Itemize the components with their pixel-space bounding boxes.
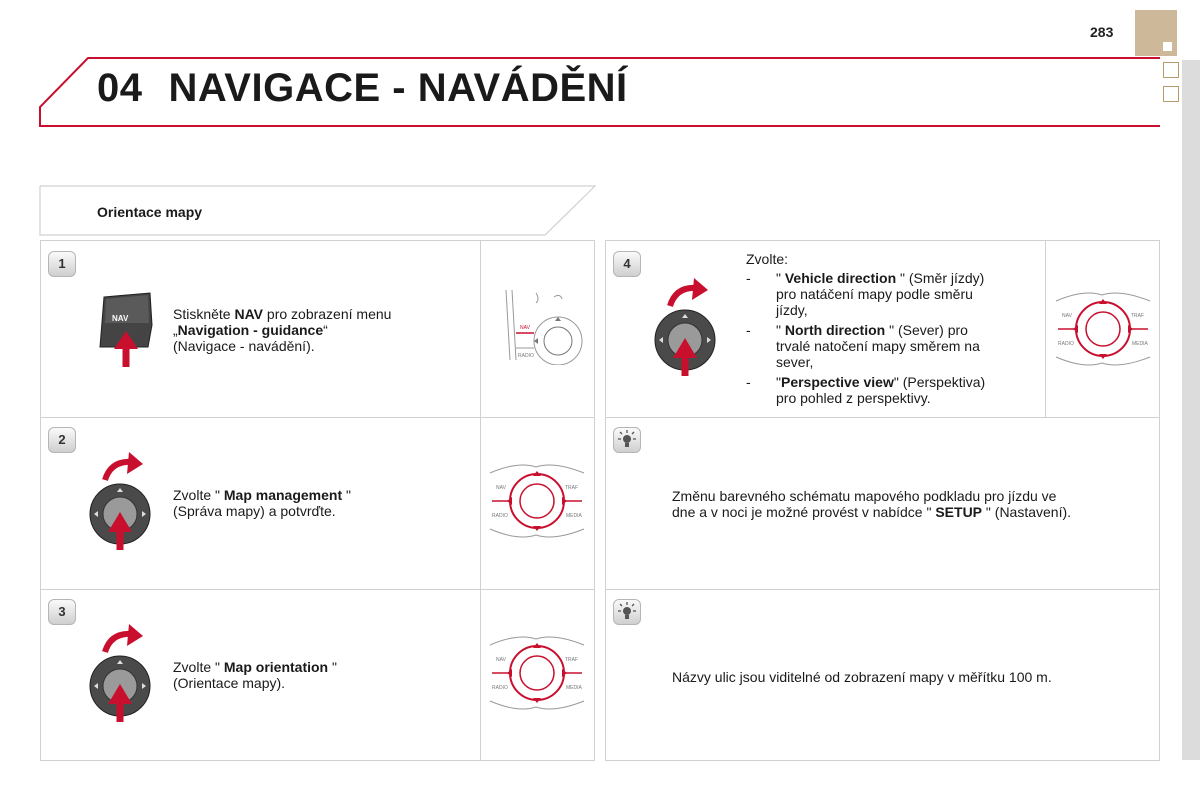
side-bar (1182, 60, 1200, 760)
nav-button-icon (92, 285, 162, 375)
svg-text:NAV: NAV (1062, 313, 1072, 319)
svg-text:MEDIA: MEDIA (566, 685, 582, 691)
svg-text:RADIO: RADIO (492, 685, 508, 691)
page-number: 283 (1090, 24, 1114, 40)
svg-text:NAV: NAV (520, 325, 530, 331)
svg-text:RADIO: RADIO (492, 513, 508, 519)
tip-badge (613, 599, 641, 625)
tip-lightbulb-icon (614, 428, 640, 452)
page-title (97, 66, 628, 111)
chapter-title: NAVIGACE - NAVÁDĚNÍ (168, 66, 628, 110)
rotary-dial-icon (650, 278, 730, 378)
step-badge: 4 (613, 251, 641, 277)
step-3-text: Zvolte " Map orientation " (Orientace mapy). (173, 659, 337, 691)
step-badge: 3 (48, 599, 76, 625)
control-panel-icon (496, 285, 586, 365)
svg-text:MEDIA: MEDIA (1132, 341, 1148, 347)
section-title: Orientace mapy (97, 204, 203, 220)
control-panel-icon (488, 635, 586, 711)
svg-text:NAV: NAV (496, 485, 506, 491)
option-north-direction: - " North direction " (Sever) pro trvalé natočení mapy směrem na sever, (746, 322, 980, 370)
step-1-text: Stiskněte NAV pro zobrazení menu „Navigation - guidance“ (Navigace - navádění). (173, 306, 392, 354)
step-badge: 1 (48, 251, 76, 277)
svg-text:RADIO: RADIO (518, 353, 534, 359)
svg-text:MEDIA: MEDIA (566, 513, 582, 519)
step-4-text (746, 251, 1041, 406)
section-title-frame (0, 180, 620, 240)
chapter-number: 04 (97, 66, 143, 110)
rotary-dial-icon (85, 452, 165, 552)
svg-text:NAV: NAV (496, 657, 506, 663)
tip-2-text: Názvy ulic jsou viditelné od zobrazení mapy v měřítku 100 m. (672, 669, 1052, 685)
step-badge: 2 (48, 427, 76, 453)
nav-button-label: NAV (112, 314, 129, 323)
step-4-intro: Zvolte: (746, 251, 789, 267)
option-perspective-view: - "Perspective view" (Perspektiva) pro pohled z perspektivy. (746, 374, 986, 406)
svg-text:RADIO: RADIO (1058, 341, 1074, 347)
tip-1-text: Změnu barevného schématu mapového podkladu pro jízdu ve dne a v noci je možné provést v nabídce " SETUP " (Nastavení). (672, 488, 1072, 520)
svg-text:TRAF: TRAF (565, 485, 579, 491)
svg-text:TRAF: TRAF (1131, 313, 1145, 319)
control-panel-icon (1054, 291, 1152, 367)
control-panel-icon (488, 463, 586, 539)
rotary-dial-icon (85, 624, 165, 724)
svg-text:TRAF: TRAF (565, 657, 579, 663)
tip-badge (613, 427, 641, 453)
option-vehicle-direction: - " Vehicle direction " (Směr jízdy) pro natáčení mapy podle směru jízdy, (746, 270, 985, 318)
tip-lightbulb-icon (614, 600, 640, 624)
step-2-text: Zvolte " Map management " (Správa mapy) a potvrďte. (173, 487, 351, 519)
